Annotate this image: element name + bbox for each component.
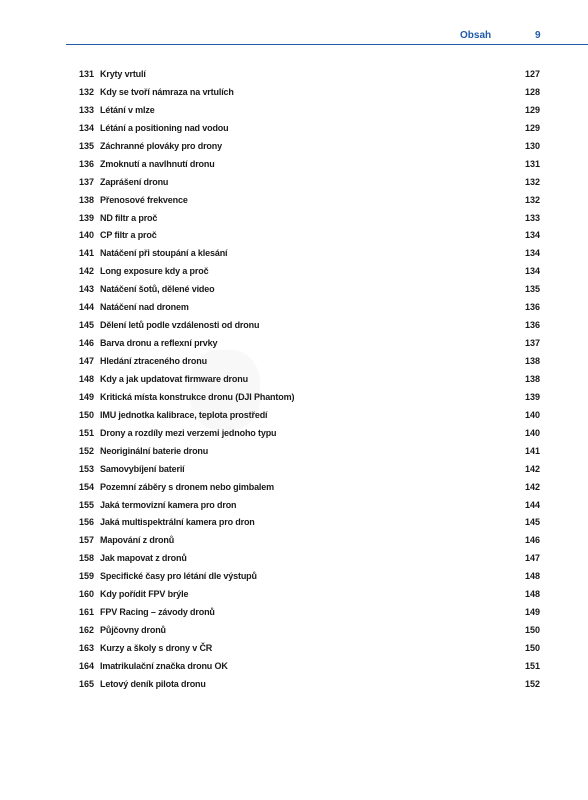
toc-entry-page: 152 bbox=[524, 678, 540, 689]
toc-entry-title: Kritická místa konstrukce dronu (DJI Phantom) bbox=[100, 391, 295, 402]
toc-entry[interactable] bbox=[0, 301, 588, 319]
toc-entry-number: 134 bbox=[78, 122, 94, 133]
toc-entry[interactable] bbox=[0, 678, 588, 696]
toc-entry-page: 129 bbox=[524, 104, 540, 115]
toc-entry[interactable] bbox=[0, 606, 588, 624]
toc-entry[interactable] bbox=[0, 409, 588, 427]
toc-entry-number: 150 bbox=[78, 409, 94, 420]
toc-entry-number: 153 bbox=[78, 463, 94, 474]
toc-entry[interactable] bbox=[0, 570, 588, 588]
toc-entry-page: 150 bbox=[524, 625, 540, 636]
toc-entry-page: 136 bbox=[524, 320, 540, 331]
toc-entry-page: 128 bbox=[524, 86, 540, 97]
toc-entry-page: 129 bbox=[524, 122, 540, 133]
toc-entry-number: 159 bbox=[78, 571, 94, 582]
running-header bbox=[0, 30, 588, 44]
toc-entry-title: Zmoknutí a navlhnutí dronu bbox=[100, 158, 215, 169]
toc-entry-title: ND filtr a proč bbox=[100, 212, 158, 223]
toc-entry[interactable] bbox=[0, 283, 588, 301]
toc-entry-number: 161 bbox=[78, 607, 94, 618]
toc-entry-title: Létání a positioning nad vodou bbox=[100, 122, 229, 133]
toc-entry-title: Natáčení šotů, dělené video bbox=[100, 284, 215, 295]
toc-entry-page: 145 bbox=[524, 517, 540, 528]
toc-entry[interactable] bbox=[0, 463, 588, 481]
toc-entry-page: 134 bbox=[524, 230, 540, 241]
toc-entry-title: Specifické časy pro létání dle výstupů bbox=[100, 571, 257, 582]
toc-entry[interactable] bbox=[0, 176, 588, 194]
toc-entry-title: Kdy pořídit FPV brýle bbox=[100, 589, 189, 600]
section-title: Obsah bbox=[460, 30, 492, 41]
toc-entry-title: Kdy se tvoří námraza na vrtulích bbox=[100, 86, 234, 97]
toc-entry[interactable] bbox=[0, 229, 588, 247]
toc-entry-page: 127 bbox=[524, 69, 540, 79]
toc-entry-title: CP filtr a proč bbox=[100, 230, 157, 241]
toc-entry-number: 149 bbox=[78, 391, 94, 402]
toc-entry-page: 146 bbox=[524, 535, 540, 546]
toc-entry-page: 149 bbox=[524, 607, 540, 618]
toc-entry-title: Long exposure kdy a proč bbox=[100, 266, 209, 277]
toc-entry-number: 139 bbox=[78, 212, 94, 223]
toc-entry-title: Imatrikulační značka dronu OK bbox=[100, 660, 228, 671]
toc-entry-title: IMU jednotka kalibrace, teplota prostředí bbox=[100, 409, 268, 420]
toc-entry-page: 148 bbox=[524, 571, 540, 582]
toc-entry-number: 136 bbox=[78, 158, 94, 169]
toc-entry-number: 146 bbox=[78, 338, 94, 349]
toc-entry-number: 156 bbox=[78, 517, 94, 528]
toc-entry-title: Dělení letů podle vzdálenosti od dronu bbox=[100, 320, 260, 331]
toc-entry-page: 141 bbox=[524, 445, 540, 456]
toc-entry[interactable] bbox=[0, 122, 588, 140]
toc-entry[interactable] bbox=[0, 427, 588, 445]
toc-entry-title: Záchranné plováky pro drony bbox=[100, 140, 222, 151]
toc-entry-page: 132 bbox=[524, 176, 540, 187]
toc-entry-title: Drony a rozdíly mezi verzemi jednoho typu bbox=[100, 427, 277, 438]
toc-entry[interactable] bbox=[0, 391, 588, 409]
toc-entry[interactable] bbox=[0, 373, 588, 391]
toc-entry-title: Létání v mlze bbox=[100, 104, 155, 115]
table-of-contents bbox=[0, 68, 588, 696]
toc-entry-title: Kurzy a školy s drony v ČR bbox=[100, 643, 213, 653]
toc-entry-page: 139 bbox=[524, 391, 540, 402]
toc-entry-page: 131 bbox=[524, 158, 540, 169]
toc-entry-title: Hledání ztraceného dronu bbox=[100, 356, 207, 366]
toc-entry[interactable] bbox=[0, 337, 588, 355]
toc-entry-number: 141 bbox=[78, 248, 94, 259]
toc-entry-page: 136 bbox=[524, 302, 540, 313]
toc-entry-title: Neoriginální baterie dronu bbox=[100, 445, 209, 456]
toc-entry-page: 148 bbox=[524, 589, 540, 600]
toc-entry-page: 142 bbox=[524, 463, 540, 474]
toc-entry[interactable] bbox=[0, 140, 588, 158]
toc-entry-page: 147 bbox=[524, 553, 540, 564]
toc-entry[interactable] bbox=[0, 445, 588, 463]
toc-entry[interactable] bbox=[0, 319, 588, 337]
page-number: 9 bbox=[535, 30, 541, 41]
toc-entry-title: Kdy a jak updatovat firmware dronu bbox=[100, 373, 248, 384]
toc-entry-page: 138 bbox=[524, 356, 540, 366]
toc-entry-page: 133 bbox=[524, 212, 540, 223]
toc-entry-title: Barva dronu a reflexní prvky bbox=[100, 338, 218, 349]
toc-entry-number: 142 bbox=[78, 266, 94, 277]
toc-entry-page: 138 bbox=[524, 373, 540, 384]
toc-entry-number: 151 bbox=[78, 427, 94, 438]
toc-entry-page: 134 bbox=[524, 266, 540, 277]
toc-entry-page: 135 bbox=[524, 284, 540, 295]
toc-entry-number: 132 bbox=[78, 86, 94, 97]
toc-entry-page: 137 bbox=[524, 338, 540, 349]
toc-entry[interactable] bbox=[0, 588, 588, 606]
toc-entry-title: Jaká termovizní kamera pro dron bbox=[100, 499, 237, 510]
toc-entry[interactable] bbox=[0, 212, 588, 230]
toc-entry-title: Jaká multispektrální kamera pro dron bbox=[100, 517, 255, 528]
toc-entry-title: Přenosové frekvence bbox=[100, 194, 188, 205]
header-rule bbox=[66, 44, 588, 45]
toc-entry[interactable] bbox=[0, 516, 588, 534]
toc-entry-page: 150 bbox=[524, 643, 540, 653]
toc-entry-title: Pozemní záběry s dronem nebo gimbalem bbox=[100, 481, 274, 492]
toc-entry[interactable] bbox=[0, 104, 588, 122]
toc-entry-number: 148 bbox=[78, 373, 94, 384]
toc-entry-title: FPV Racing – závody dronů bbox=[100, 607, 215, 618]
toc-entry-page: 130 bbox=[524, 140, 540, 151]
toc-entry-number: 165 bbox=[78, 678, 94, 689]
toc-entry-number: 157 bbox=[78, 535, 94, 546]
toc-entry-number: 152 bbox=[78, 445, 94, 456]
toc-entry-number: 155 bbox=[78, 499, 94, 510]
toc-entry-title: Zaprášení dronu bbox=[100, 176, 169, 187]
toc-entry-title: Kryty vrtulí bbox=[100, 69, 146, 79]
toc-entry-number: 143 bbox=[78, 284, 94, 295]
toc-entry[interactable] bbox=[0, 481, 588, 499]
toc-entry-number: 163 bbox=[78, 643, 94, 653]
toc-entry-page: 151 bbox=[524, 660, 540, 671]
toc-entry-number: 138 bbox=[78, 194, 94, 205]
toc-entry-number: 158 bbox=[78, 553, 94, 564]
toc-entry[interactable] bbox=[0, 660, 588, 678]
toc-entry-number: 160 bbox=[78, 589, 94, 600]
toc-entry-number: 162 bbox=[78, 625, 94, 636]
toc-entry-page: 142 bbox=[524, 481, 540, 492]
toc-entry-page: 140 bbox=[524, 409, 540, 420]
toc-entry[interactable] bbox=[0, 624, 588, 642]
toc-entry[interactable] bbox=[0, 552, 588, 570]
toc-entry-title: Letový deník pilota dronu bbox=[100, 678, 206, 689]
toc-entry-number: 140 bbox=[78, 230, 94, 241]
toc-entry[interactable] bbox=[0, 86, 588, 104]
toc-entry-number: 147 bbox=[78, 356, 94, 366]
toc-entry-number: 135 bbox=[78, 140, 94, 151]
toc-entry[interactable] bbox=[0, 68, 588, 86]
toc-entry-number: 154 bbox=[78, 481, 94, 492]
toc-entry[interactable] bbox=[0, 642, 588, 660]
toc-entry[interactable] bbox=[0, 247, 588, 265]
toc-entry-title: Natáčení nad dronem bbox=[100, 302, 189, 313]
toc-entry-page: 140 bbox=[524, 427, 540, 438]
toc-entry-page: 144 bbox=[524, 499, 540, 510]
toc-entry[interactable] bbox=[0, 158, 588, 176]
toc-entry-number: 131 bbox=[78, 69, 94, 79]
toc-entry[interactable] bbox=[0, 534, 588, 552]
toc-entry-number: 133 bbox=[78, 104, 94, 115]
toc-entry[interactable] bbox=[0, 355, 588, 373]
toc-entry-title: Mapování z dronů bbox=[100, 535, 175, 546]
toc-entry-title: Samovybíjení baterií bbox=[100, 463, 185, 474]
toc-entry-number: 164 bbox=[78, 660, 94, 671]
toc-entry-title: Natáčení při stoupání a klesání bbox=[100, 248, 228, 259]
toc-entry-number: 144 bbox=[78, 302, 94, 313]
toc-entry[interactable] bbox=[0, 499, 588, 517]
toc-entry-title: Jak mapovat z dronů bbox=[100, 553, 187, 564]
toc-entry[interactable] bbox=[0, 265, 588, 283]
toc-entry-title: Půjčovny dronů bbox=[100, 625, 166, 636]
toc-entry-page: 134 bbox=[524, 248, 540, 259]
toc-entry-number: 145 bbox=[78, 320, 94, 331]
toc-entry[interactable] bbox=[0, 194, 588, 212]
toc-entry-number: 137 bbox=[78, 176, 94, 187]
toc-entry-page: 132 bbox=[524, 194, 540, 205]
